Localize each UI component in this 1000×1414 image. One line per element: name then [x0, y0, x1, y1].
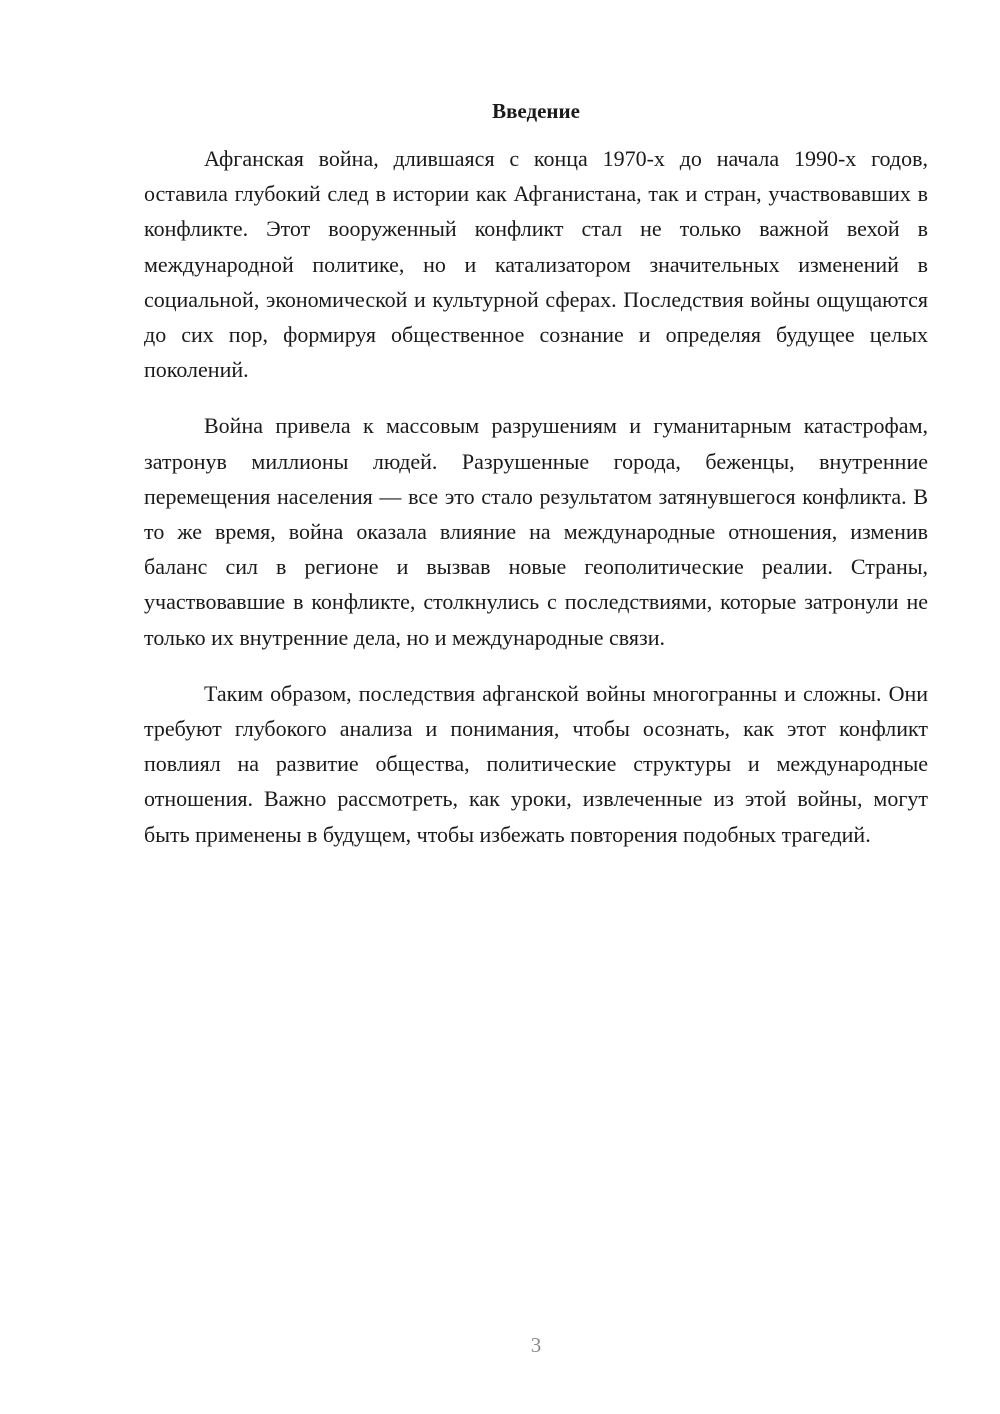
paragraph-1: Афганская война, длившаяся с конца 1970-х до начала 1990-х годов, оставила глубокий след в истории как Афганистана, так и стран, участвовавших в конфликте. Этот вооруженный конфликт стал не только важной вехой в международной политике, но и катализатором значительных изменений в социальной, экономической и культурной сферах. Последствия войны ощущаются до сих пор, формируя общественное сознание и определяя будущее целых поколений. [144, 146, 928, 383]
paragraph-2: Война привела к массовым разрушениям и гуманитарным катастрофам, затронув миллионы людей. Разрушенные города, беженцы, внутренние перемещения населения — все это стало результатом затянувшегося конфликта. В то же время, война оказала влияние на международные отношения, изменив баланс сил в регионе и вызвав новые геополитические реалии. Страны, участвовавшие в конфликте, столкнулись с последствиями, которые затронули не только их внутренние дела, но и международные связи. [144, 413, 928, 650]
paragraph-3: Таким образом, последствия афганской войны многогранны и сложны. Они требуют глубокого анализа и понимания, чтобы осознать, как этот конфликт повлиял на развитие общества, политические структуры и международные отношения. Важно рассмотреть, как уроки, извлеченные из этой войны, могут быть применены в будущем, чтобы избежать повторения подобных трагедий. [144, 680, 928, 847]
page-number: 3 [530, 1333, 542, 1357]
section-title: Введение [492, 99, 580, 123]
page-content [144, 94, 928, 873]
